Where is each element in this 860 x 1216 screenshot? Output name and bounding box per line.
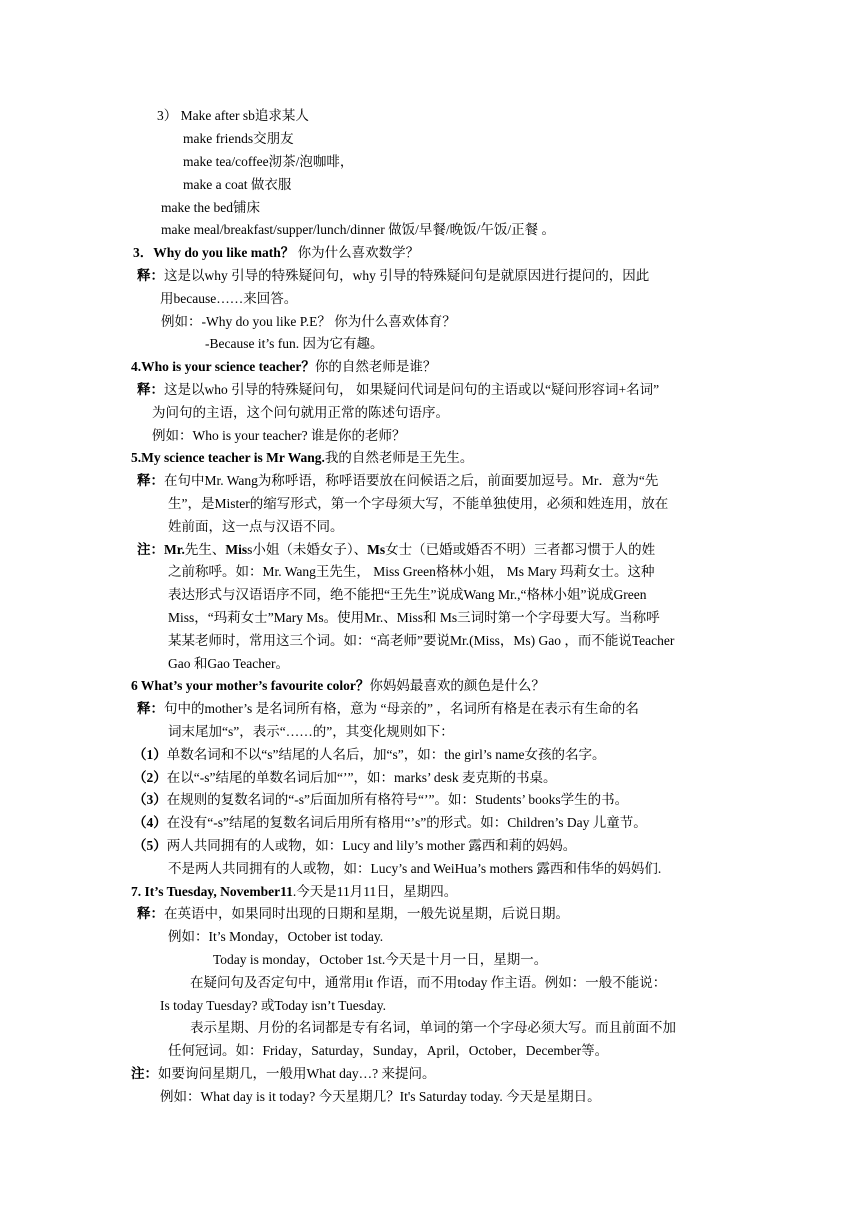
explanation-line: 释：这是以who 引导的特殊疑问句， 如果疑问代词是问句的主语或以“疑问形容词+名词” — [137, 382, 660, 397]
note-line: 注：Mr.先生、Miss小姐（未婚女子）、Ms女士（已婚或婚否不明）三者都习惯于人的姓 — [137, 542, 656, 557]
text-line: 表达形式与汉语语序不同，绝不能把“王先生”说成Wang Mr.,“格林小姐”说成Green — [168, 587, 647, 602]
explanation-line: 释：这是以why 引导的特殊疑问句，why 引导的特殊疑问句是就原因进行提问的，因此 — [137, 268, 650, 283]
question-heading: 5.My science teacher is Mr Wang.我的自然老师是王先生。 — [131, 450, 474, 465]
text-line: make tea/coffee沏茶/泡咖啡， — [183, 154, 354, 169]
text-line: make friends交朋友 — [183, 131, 294, 146]
question-heading: 6 What’s your mother’s favourite color？你妈妈最喜欢的颜色是什么？ — [131, 678, 545, 693]
example-line: -Because it’s fun. 因为它有趣。 — [205, 336, 384, 351]
rule-line: （5）两人共同拥有的人或物，如：Lucy and lily’s mother 露西和莉的妈妈。 — [133, 838, 577, 853]
note-line: 注：如要询问星期几，一般用What day…? 来提问。 — [131, 1066, 436, 1081]
text-line: 为问句的主语，这个问句就用正常的陈述句语序。 — [152, 405, 449, 420]
text-line: 姓前面，这一点与汉语不同。 — [168, 519, 344, 534]
question-heading: 4.Who is your science teacher？你的自然老师是谁？ — [131, 359, 437, 374]
text-line: 之前称呼。如：Mr. Wang王先生， Miss Green格林小姐， Ms Mary 玛莉女士。这种 — [168, 564, 655, 579]
explanation-line: 释：在英语中，如果同时出现的日期和星期，一般先说星期，后说日期。 — [137, 906, 569, 921]
rule-line: （3）在规则的复数名词的“-s”后面加所有格符号“’”。如：Students’ books学生的书。 — [133, 792, 629, 807]
rule-line: （4）在没有“-s”结尾的复数名词后用所有格用“’s”的形式。如：Children’s Day 儿童节。 — [133, 815, 647, 830]
example-line: 例如：What day is it today? 今天星期几？It's Saturday today. 今天是星期日。 — [160, 1089, 601, 1104]
text-line: 表示星期、月份的名词都是专有名词，单词的第一个字母必须大写。而且前面不加 — [190, 1020, 676, 1035]
text-line: 3） Make after sb追求某人 — [157, 108, 309, 123]
text-line: make meal/breakfast/supper/lunch/dinner 做饭/早餐/晚饭/午饭/正餐 。 — [161, 222, 556, 237]
explanation-line: 释：在句中Mr. Wang为称呼语，称呼语要放在问候语之后，前面要加逗号。Mr．意为“先 — [137, 473, 659, 488]
text-line: 生”，是Mister的缩写形式，第一个字母须大写，不能单独使用，必须和姓连用，放在 — [168, 496, 669, 511]
text-line: Miss，“玛莉女士”Mary Ms。使用Mr.、Miss和 Ms三词时第一个字母要大写。当称呼 — [168, 610, 660, 625]
text-line: 在疑问句及否定句中，通常用it 作语，而不用today 作主语。例如：一般不能说： — [190, 975, 667, 990]
question-heading: 3．Why do you like math？ 你为什么喜欢数学？ — [133, 245, 420, 260]
text-line: 任何冠词。如：Friday，Saturday，Sunday，April，October，December等。 — [168, 1043, 609, 1058]
text-line: make the bed铺床 — [161, 200, 260, 215]
text-line: 词末尾加“s”，表示“……的”，其变化规则如下： — [168, 724, 454, 739]
text-line: 用because……来回答。 — [160, 291, 298, 306]
question-heading: 7. It’s Tuesday, November11.今天是11月11日，星期四。 — [131, 884, 458, 899]
example-line: 例如：-Why do you like P.E？ 你为什么喜欢体育？ — [161, 314, 456, 329]
example-line: Today is monday，October 1st.今天是十月一日，星期一。 — [213, 952, 548, 967]
text-line: Is today Tuesday? 或Today isn’t Tuesday. — [160, 998, 386, 1013]
text-line: 不是两人共同拥有的人或物，如：Lucy’s and WeiHua’s mothers 露西和伟华的妈妈们. — [168, 861, 662, 876]
example-line: 例如：Who is your teacher? 谁是你的老师？ — [152, 428, 406, 443]
example-line: 例如：It’s Monday，October ist today. — [168, 929, 384, 944]
rule-line: （1）单数名词和不以“s”结尾的人名后，加“s”，如：the girl’s name女孩的名字。 — [133, 747, 606, 762]
text-line: make a coat 做衣服 — [183, 177, 292, 192]
text-line: 某某老师时，常用这三个词。如：“高老师”要说Mr.(Miss，Ms) Gao ，而不能说Teacher — [168, 633, 675, 648]
text-line: Gao 和Gao Teacher。 — [168, 656, 290, 671]
rule-line: （2）在以“-s”结尾的单数名词后加“’”，如：marks’ desk 麦克斯的书桌。 — [133, 770, 557, 785]
explanation-line: 释：句中的mother’s 是名词所有格，意为 “母亲的” ，名词所有格是在表示有生命的名 — [137, 701, 639, 716]
